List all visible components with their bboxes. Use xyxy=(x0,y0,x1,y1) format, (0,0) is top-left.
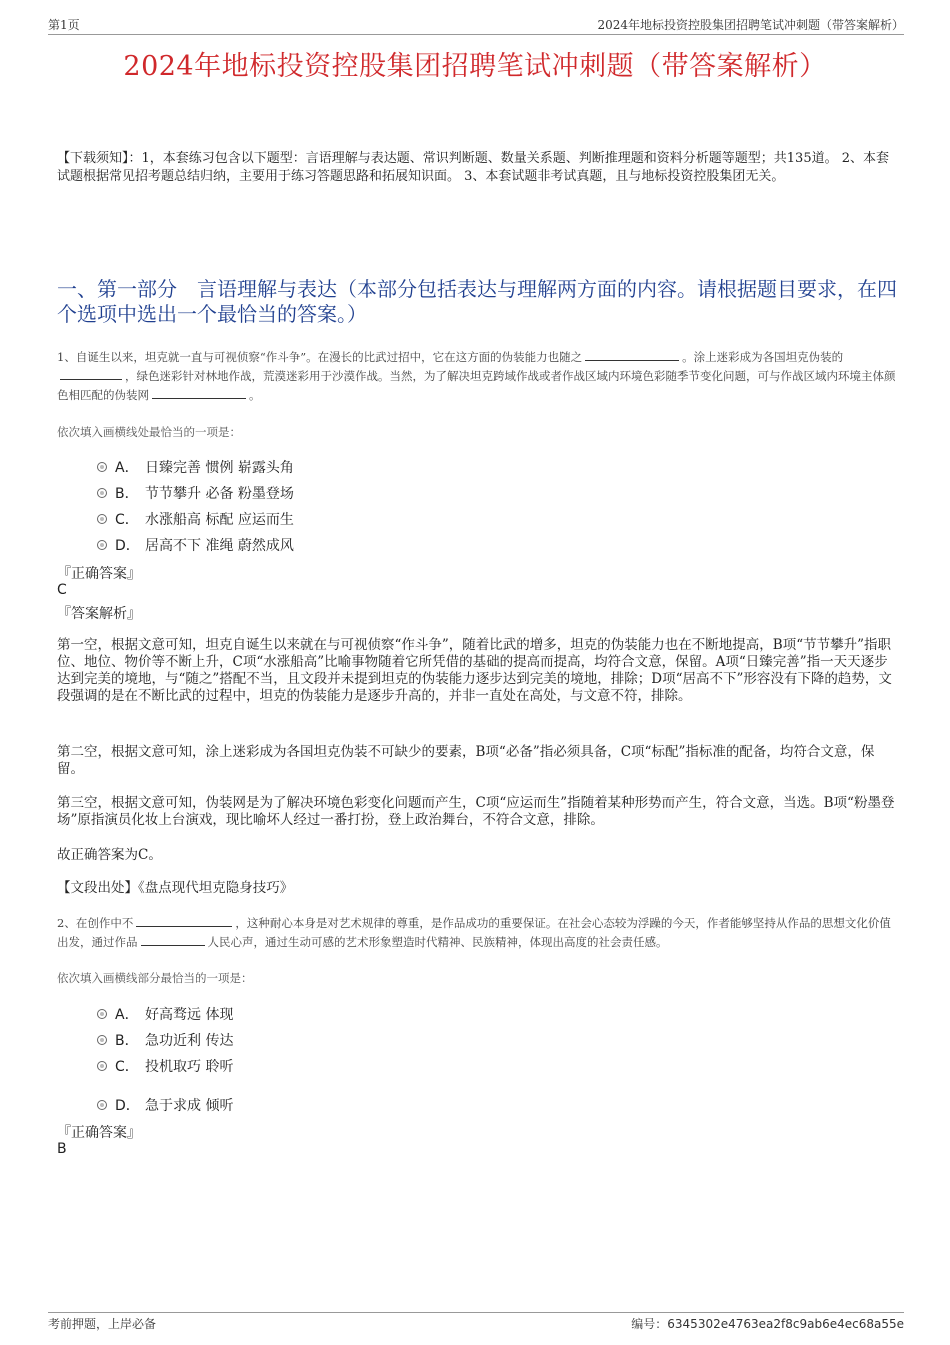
radio-icon[interactable] xyxy=(97,540,107,550)
radio-icon[interactable] xyxy=(97,488,107,498)
footer-slogan: 考前押题，上岸必备 xyxy=(48,1317,157,1331)
section-title: 一、第一部分 言语理解与表达（本部分包括表达与理解两方面的内容。请根据题目要求，在四个选项中选出一个最恰当的答案。） xyxy=(57,277,897,326)
q1-analysis-label: 『答案解析』 xyxy=(57,606,141,622)
radio-icon[interactable] xyxy=(97,1035,107,1045)
q1-analysis-para-1: 第一空，根据文意可知，坦克自诞生以来就在与可视侦察“作斗争”，随着比武的增多，坦克的伪装能力也在不断地提高，B项“节节攀升”指职位、地位、物价等不断上升，C项“水涨船高”比喻事物随着它所凭借的基础的提高而提高，均符合文意，保留。A项“日臻完善”指一天天逐步达到完美的境地，与“随之”搭配不当，且文段并未提到坦克的伪装能力逐步达到完美的境地，排除；D项“居高不下”形容没有下降的趋势，文段强调的是在不断比武的过程中，坦克的伪装能力是逐步升高的，并非一直处在高处，与文意不符，排除。 xyxy=(57,637,892,704)
q2-text-c: 人民心声，通过生动可感的艺术形象塑造时代精神、民族精神，体现出高度的社会责任感。 xyxy=(207,935,668,949)
page-number: 第1页 xyxy=(48,18,80,32)
q1-answer-value: C xyxy=(57,582,67,598)
question-2-text xyxy=(57,914,900,952)
q2-answer-label: 『正确答案』 xyxy=(57,1125,141,1141)
q1-source: 【文段出处】《盘点现代坦克隐身技巧》 xyxy=(57,880,294,896)
q1-text-d: 。 xyxy=(249,388,261,402)
radio-icon[interactable] xyxy=(97,1009,107,1019)
q1-analysis-para-2: 第二空，根据文意可知，涂上迷彩成为各国坦克伪装不可缺少的要素，B项“必备”指必须具备，C项“标配”指标准的配备，均符合文意，保留。 xyxy=(57,744,875,777)
q1-analysis-para-3: 第三空，根据文意可知，伪装网是为了解决环境色彩变化问题而产生，C项“应运而生”指随着某种形势而产生，符合文意，当选。B项“粉墨登场”原指演员化妆上台演戏，现比喻坏人经过一番打扮，登上政治舞台，不符合文意，排除。 xyxy=(57,795,895,828)
blank-1 xyxy=(585,348,679,361)
blank-2 xyxy=(141,933,205,946)
q1-answer-label: 『正确答案』 xyxy=(57,566,141,582)
blank-1 xyxy=(136,914,232,927)
q1-text-b: 。涂上迷彩成为各国坦克伪装的 xyxy=(682,350,844,364)
blank-2 xyxy=(60,367,122,380)
radio-icon[interactable] xyxy=(97,514,107,524)
q2-text-b: ，这种耐心本身是对艺术规律的尊重，是作品成功的重要保证。在社会心态较为浮躁的今天，作者能够坚持从作品的思想文化价值出发，通过作品 xyxy=(57,916,891,949)
q2-answer-value: B xyxy=(57,1141,67,1157)
radio-icon[interactable] xyxy=(97,462,107,472)
q1-analysis-conclusion: 故正确答案为C。 xyxy=(57,847,162,863)
blank-3 xyxy=(152,386,246,399)
question-1-text xyxy=(57,348,900,405)
page-header xyxy=(48,14,904,35)
header-doc-title: 2024年地标投资控股集团招聘笔试冲刺题（带答案解析） xyxy=(597,18,904,32)
question-2-prompt: 依次填入画横线部分最恰当的一项是： xyxy=(57,971,253,985)
radio-icon[interactable] xyxy=(97,1100,107,1110)
question-1-prompt: 依次填入画横线处最恰当的一项是： xyxy=(57,425,241,439)
document-title: 2024年地标投资控股集团招聘笔试冲刺题（带答案解析） xyxy=(123,51,827,82)
radio-icon[interactable] xyxy=(97,1061,107,1071)
download-notice: 【下载须知】：1，本套练习包含以下题型：言语理解与表达题、常识判断题、数量关系题、判断推理题和资料分析题等题型；共135道。 2、本套试题根据常见招考题总结归纳，主要用于练习答题思路和拓展知识面。 3、本套试题非考试真题，且与地标投资控股集团无关。 xyxy=(57,151,889,184)
q1-text-c: ，绿色迷彩针对林地作战，荒漠迷彩用于沙漠作战。当然，为了解决坦克跨域作战或者作战区域内环境色彩随季节变化问题，可与作战区域内环境主体颜色相匹配的伪装网 xyxy=(57,369,896,402)
q2-text-a: 2、在创作中不 xyxy=(57,916,134,930)
footer-code: 编号：6345302e4763ea2f8c9ab6e4ec68a55e xyxy=(631,1317,904,1331)
q1-text-a: 1、自诞生以来，坦克就一直与可视侦察“作斗争”。在漫长的比武过招中，它在这方面的伪装能力也随之 xyxy=(57,350,583,364)
page-footer xyxy=(48,1312,904,1333)
